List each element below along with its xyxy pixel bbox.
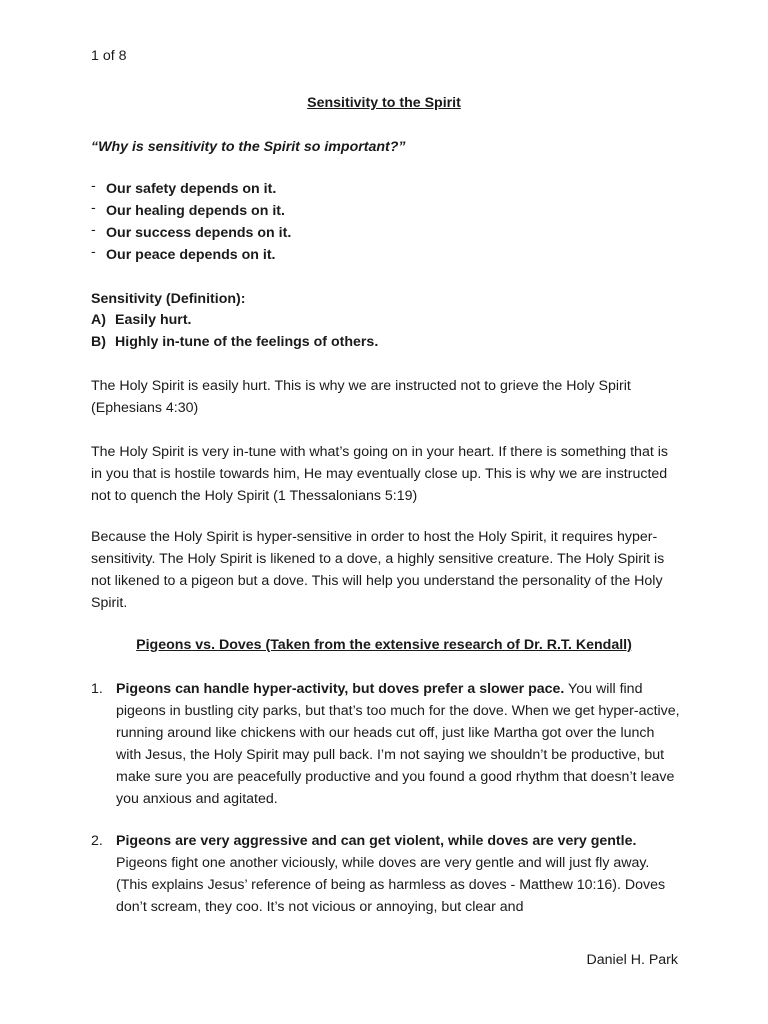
item-text: You will find pigeons in bustling city parks, but that’s too much for the dove. When we get hyper-active, running around like chickens with our heads cut off, just like Martha got over the lunch with Jesus, the Holy Spirit may pull back. I’m not saying we shouldn’t be productive, but make sure you are peacefully productive and you found a good rhythm that doesn’t leave you anxious and agitated. — [116, 681, 680, 807]
paragraph-grieve: The Holy Spirit is easily hurt. This is why we are instructed not to grieve the Holy Spirit (Ephesians 4:30) — [91, 378, 631, 416]
item-number: 2. — [91, 833, 103, 849]
list-item-text: Our peace depends on it. — [106, 247, 276, 263]
list-item-text: Our safety depends on it. — [106, 181, 277, 197]
definition-heading: Sensitivity (Definition): — [91, 291, 246, 307]
list-item — [91, 200, 291, 222]
definition-list — [91, 309, 378, 353]
item-lead: Pigeons are very aggressive and can get violent, while doves are very gentle. — [116, 833, 637, 849]
bullet-dash: - — [91, 244, 96, 260]
bullet-dash: - — [91, 200, 96, 216]
list-item — [91, 178, 291, 200]
list-item-text: Highly in-tune of the feelings of others. — [115, 334, 379, 350]
list-item-text: Easily hurt. — [115, 312, 192, 328]
list-marker: A) — [91, 312, 106, 328]
list-item — [91, 222, 291, 244]
list-item-text: Our success depends on it. — [106, 225, 292, 241]
item-text: Pigeons fight one another viciously, while doves are very gentle and will just fly away. (This explains Jesus’ reference of being as harmless as doves - Matthew 10:16). Doves don’t scream, they coo. It’s not vicious or annoying, but clear and — [116, 855, 666, 915]
section-heading: Pigeons vs. Doves (Taken from the extensive research of Dr. R.T. Kendall) — [136, 637, 632, 653]
item-body — [116, 830, 681, 918]
item-number: 1. — [91, 681, 103, 697]
numbered-item — [91, 678, 681, 810]
list-marker: B) — [91, 334, 106, 350]
list-item — [91, 331, 378, 353]
importance-list — [91, 178, 291, 266]
bullet-dash: - — [91, 222, 96, 238]
bullet-dash: - — [91, 178, 96, 194]
item-lead: Pigeons can handle hyper-activity, but doves prefer a slower pace. — [116, 681, 565, 697]
page-title: Sensitivity to the Spirit — [307, 95, 461, 111]
paragraph-quench: The Holy Spirit is very in-tune with what’s going on in your heart. If there is something that is in you that is hostile towards him, He may eventually close up. This is why we are instructed not to quench the Holy Spirit (1 Thessalonians 5:19) — [91, 444, 668, 504]
list-item — [91, 309, 378, 331]
key-question: “Why is sensitivity to the Spirit so important?” — [91, 139, 406, 155]
item-body — [116, 678, 681, 810]
page-number: 1 of 8 — [91, 48, 127, 64]
numbered-item — [91, 830, 681, 918]
list-item-text: Our healing depends on it. — [106, 203, 285, 219]
footer-author: Daniel H. Park — [586, 952, 678, 968]
paragraph-dove: Because the Holy Spirit is hyper-sensitive in order to host the Holy Spirit, it requires hyper-sensitivity. The Holy Spirit is likened to a dove, a highly sensitive creature. The Holy Spirit is not likened to a pigeon but a dove. This will help you understand the personality of the Holy Spirit. — [91, 529, 665, 611]
list-item — [91, 244, 291, 266]
